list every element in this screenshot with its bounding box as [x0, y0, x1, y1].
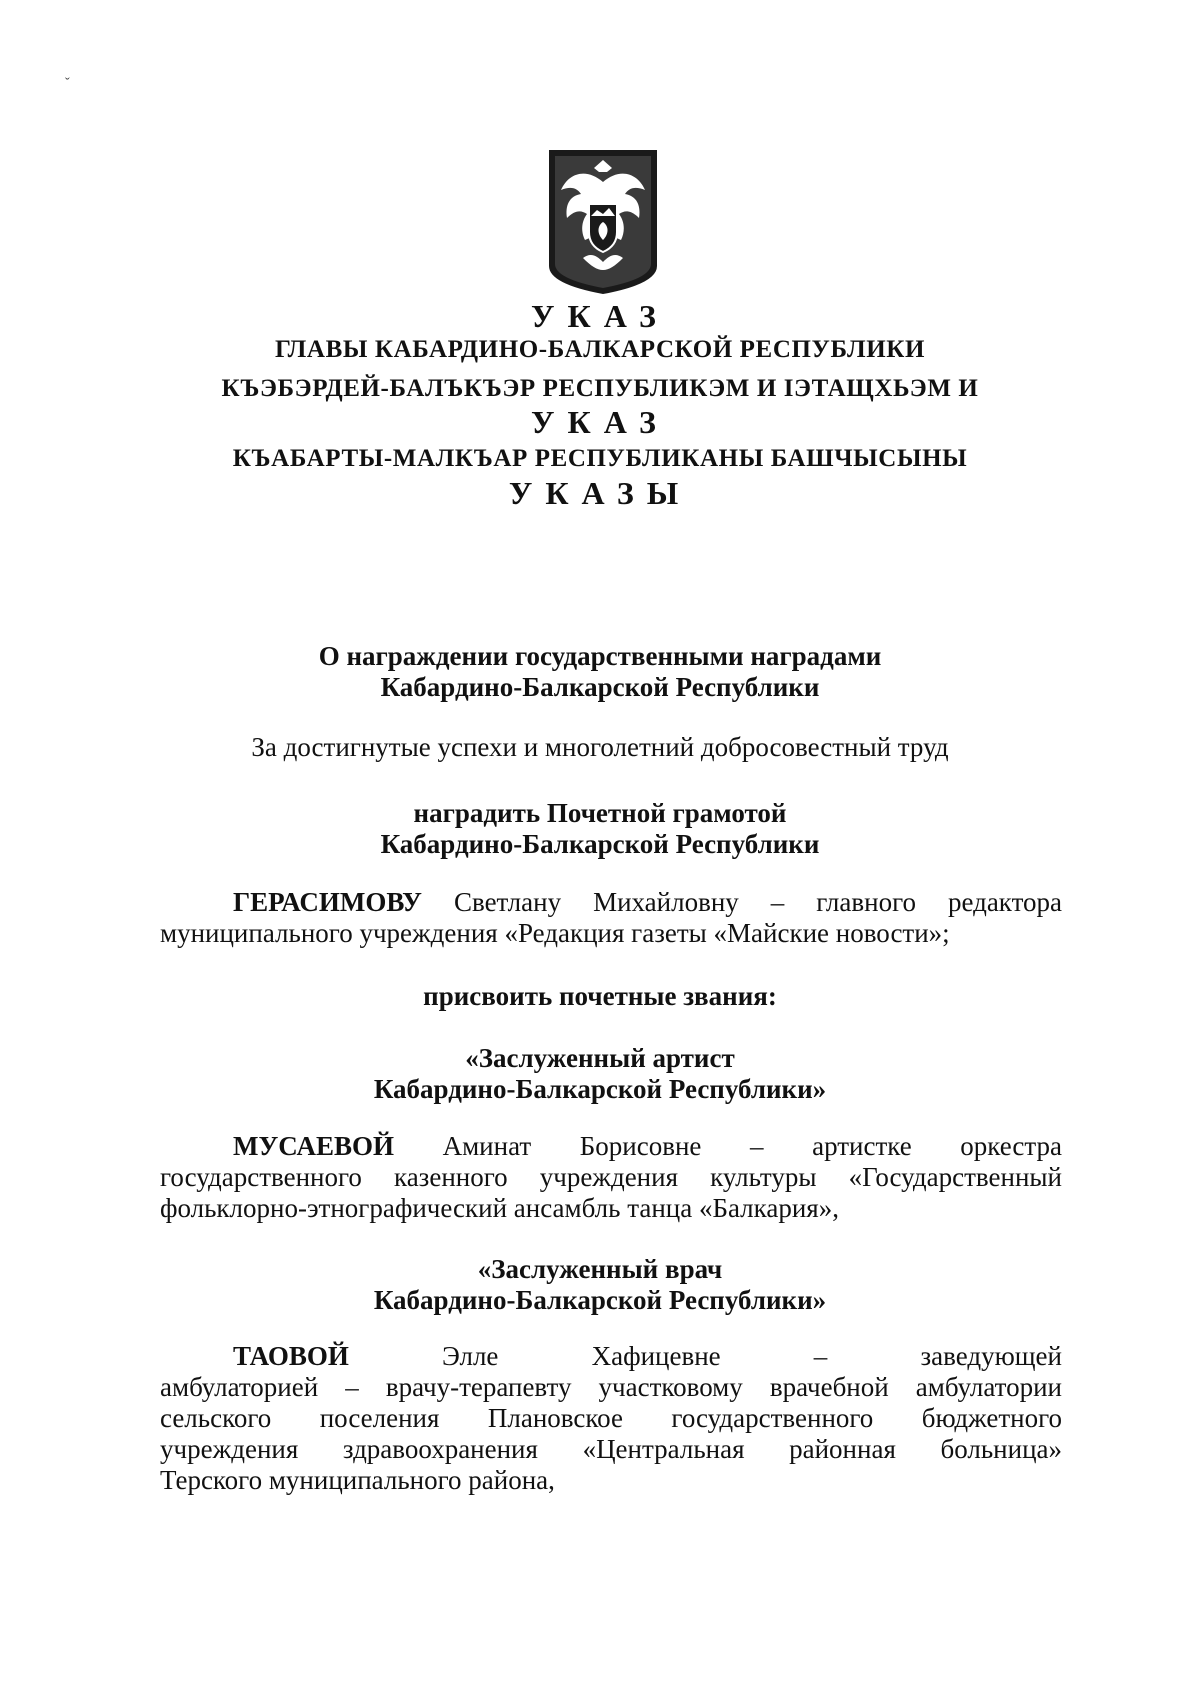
award-3-line-2: амбулаторией – врачу-терапевту участковому врачебной амбулатории	[160, 1372, 1062, 1402]
award-paragraph-1	[160, 887, 1062, 949]
emblem-icon	[547, 148, 659, 296]
stray-mark: ˇ	[65, 76, 70, 91]
header-title-bal: КЪАБАРТЫ-МАЛКЪАР РЕСПУБЛИКАНЫ БАШЧЫСЫНЫ	[232, 445, 968, 472]
decree-title-kab: УКАЗ	[531, 404, 669, 440]
award-3-line-1-text: Элле Хафицевне – заведующей	[348, 1341, 1062, 1371]
award-2-line-1	[160, 1131, 1062, 1162]
award-3-line-3: сельского поселения Плановское государственного бюджетного	[160, 1403, 1062, 1433]
award-paragraph-2	[160, 1131, 1062, 1224]
recipient-name-2: МУСАЕВОЙ	[233, 1131, 394, 1161]
award-paragraph-3	[160, 1341, 1062, 1496]
subject-heading	[0, 641, 1200, 703]
preamble: За достигнутые успехи и многолетний добросовестный труд	[251, 732, 949, 762]
award-heading-1-line-2: Кабардино-Балкарской Республики	[380, 829, 820, 859]
header-title-ru: ГЛАВЫ КАБАРДИНО-БАЛКАРСКОЙ РЕСПУБЛИКИ	[274, 336, 926, 363]
award-3-line-1	[160, 1341, 1062, 1372]
subject-line-1: О награждении государственными наградами	[318, 641, 882, 671]
recipient-name-3: ТАОВОЙ	[233, 1341, 349, 1371]
award-heading-1	[0, 798, 1200, 860]
award-heading-3-line-1: «Заслуженный врач	[477, 1254, 723, 1284]
award-heading-2-line-1: «Заслуженный артист	[465, 1043, 735, 1073]
award-heading-3-line-2: Кабардино-Балкарской Республики»	[373, 1285, 827, 1315]
award-1-line-2: муниципального учреждения «Редакция газеты «Майские новости»;	[160, 918, 950, 948]
award-2-line-2: государственного казенного учреждения культуры «Государственный	[160, 1162, 1062, 1192]
award-heading-2-line-2: Кабардино-Балкарской Республики»	[373, 1074, 827, 1104]
award-3-line-5: Терского муниципального района,	[160, 1465, 555, 1495]
decree-title-ru: УКАЗ	[531, 298, 669, 334]
award-heading-2	[0, 1043, 1200, 1105]
recipient-name-1: ГЕРАСИМОВУ	[233, 887, 422, 917]
award-1-line-1-text: Светлану Михайловну – главного редактора	[422, 887, 1062, 917]
header-title-kab: КЪЭБЭРДЕЙ-БАЛЪКЪЭР РЕСПУБЛИКЭМ И ІЭТАЩХЬЭМ И	[221, 375, 979, 402]
subject-line-2: Кабардино-Балкарской Республики	[380, 672, 820, 702]
decree-title-bal: УКАЗЫ	[508, 475, 692, 511]
award-1-line-1	[160, 887, 1062, 918]
award-3-line-4: учреждения здравоохранения «Центральная районная больница»	[160, 1434, 1062, 1464]
award-2-line-1-text: Аминат Борисовне – артистке оркестра	[393, 1131, 1062, 1161]
award-heading-3	[0, 1254, 1200, 1316]
award-heading-1-line-1: наградить Почетной грамотой	[413, 798, 787, 828]
award-2-line-3: фольклорно-этнографический ансамбль танца «Балкария»,	[160, 1193, 839, 1223]
titles-heading: присвоить почетные звания:	[423, 981, 777, 1011]
